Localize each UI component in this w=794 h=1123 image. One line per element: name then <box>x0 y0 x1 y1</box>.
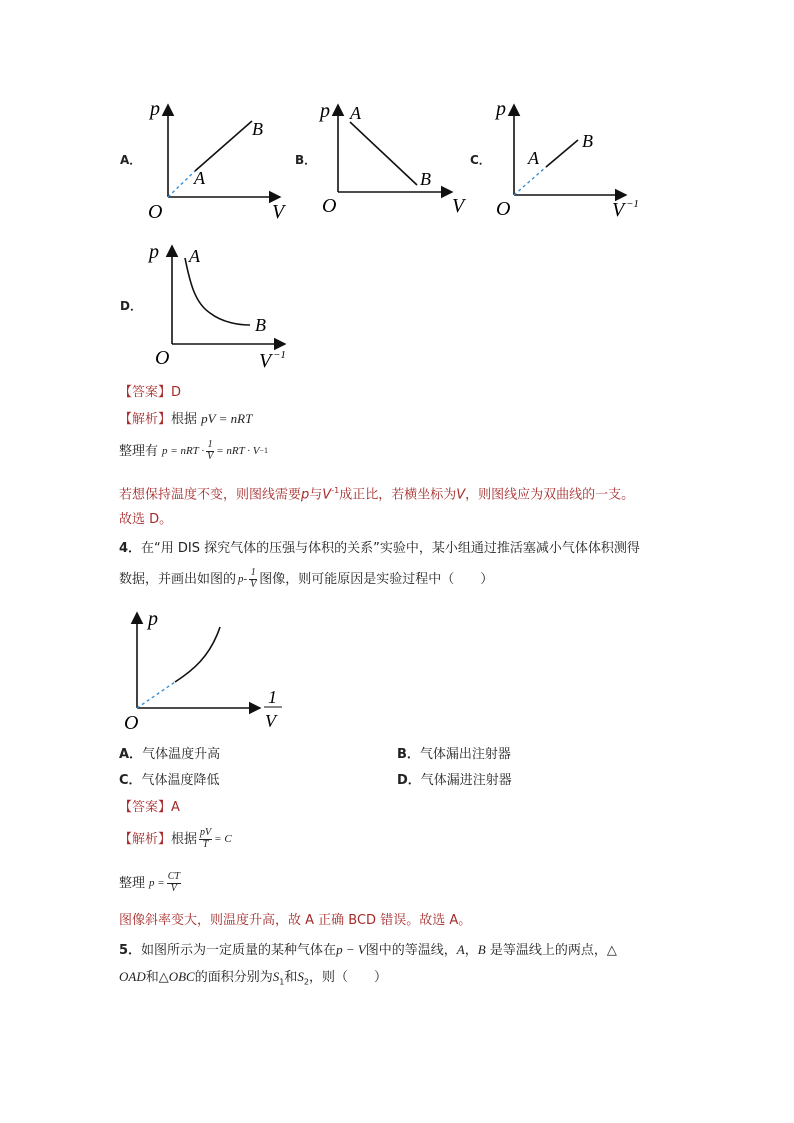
q3-option-d-label: D． <box>120 299 142 313</box>
q3-conclusion: 故选 D。 <box>119 512 173 527</box>
svg-text:O: O <box>124 712 139 734</box>
svg-text:V: V <box>259 350 272 372</box>
q3-analysis: 【解析】根据 pV = nRT <box>119 411 253 427</box>
q4-stem-line1: 4．在“用 DIS 探究气体的压强与体积的关系”实验中，某小组通过推活塞减小气体体积测得 <box>119 541 640 556</box>
svg-text:p: p <box>496 98 506 120</box>
svg-text:B: B <box>582 131 593 151</box>
q3-graph-b <box>310 95 475 225</box>
q3-option-c-label: C． <box>470 153 491 167</box>
point-a-label: A <box>194 168 205 188</box>
dashed-extension <box>168 171 195 197</box>
curve <box>175 627 220 682</box>
svg-text:p: p <box>149 241 159 263</box>
axis-p-label: p <box>150 98 160 120</box>
q4-analysis: 【解析】 根据 $\frac{pV}{T}$ = C <box>119 827 232 850</box>
svg-text:O: O <box>155 347 170 369</box>
q5-stem-line1: 5．如图所示为一定质量的某种气体在p − V图中的等温线，A，B 是等温线上的两点，△ <box>119 942 617 958</box>
q3-simplify: 整理有 p = nRT · $\frac{1}{V}$ = nRT · V −1 <box>119 439 268 462</box>
q3-option-b-label: B． <box>295 153 317 167</box>
q3-graph-c <box>488 95 658 225</box>
svg-text:A: A <box>189 246 200 266</box>
svg-text:A: A <box>350 103 361 123</box>
q4-simplify: 整理 p = $\frac{CT}{V}$ <box>119 871 180 894</box>
q4-option-b[interactable]: B．气体漏出注射器 <box>397 747 511 762</box>
svg-text:A: A <box>528 148 539 168</box>
q3-option-a-label: A． <box>120 153 142 167</box>
svg-text:p: p <box>320 100 330 122</box>
origin-label: O <box>148 201 163 223</box>
q4-stem-line2: 数据，并画出如图的 p- $\frac{1}{V}$ 图像，则可能原因是实验过程中（ ） <box>119 567 494 590</box>
q5-stem-line2: OAD和△OBC的面积分别为$S_1$和$S_2$，则（ ） <box>119 969 387 987</box>
graph-line <box>350 122 417 185</box>
svg-text:V: V <box>265 711 276 731</box>
svg-text:V: V <box>612 199 625 221</box>
svg-text:−1: −1 <box>626 198 639 210</box>
svg-text:−1: −1 <box>273 349 286 361</box>
q4-option-c[interactable]: C．气体温度降低 <box>119 773 220 788</box>
svg-text:B: B <box>420 169 431 189</box>
axis-v-label: V <box>272 201 285 223</box>
graph-line <box>546 140 578 167</box>
svg-text:O: O <box>496 198 511 220</box>
svg-text:1: 1 <box>268 687 277 707</box>
svg-text:V: V <box>452 195 465 217</box>
q4-option-d[interactable]: D．气体漏进注射器 <box>397 773 512 788</box>
q4-explain: 图像斜率变大，则温度升高，故 A 正确 BCD 错误。故选 A。 <box>119 913 472 928</box>
q3-graph-d <box>145 238 310 373</box>
graph-line <box>195 121 252 171</box>
q3-graph-a <box>140 95 300 225</box>
q4-graph <box>120 605 300 740</box>
q4-answer: 【答案】A <box>119 800 180 815</box>
svg-text:B: B <box>255 315 266 335</box>
svg-text:O: O <box>322 195 337 217</box>
hyperbola-curve <box>185 258 250 325</box>
svg-text:p: p <box>148 608 158 630</box>
q4-option-a[interactable]: A．气体温度升高 <box>119 747 221 762</box>
point-b-label: B <box>252 119 263 139</box>
q3-answer: 【答案】D <box>119 385 182 400</box>
q3-explain: 若想保持温度不变，则图线需要p与$V^{-1}$成正比，若横坐标为V，则图线应为双曲线的一支。 <box>119 486 635 503</box>
